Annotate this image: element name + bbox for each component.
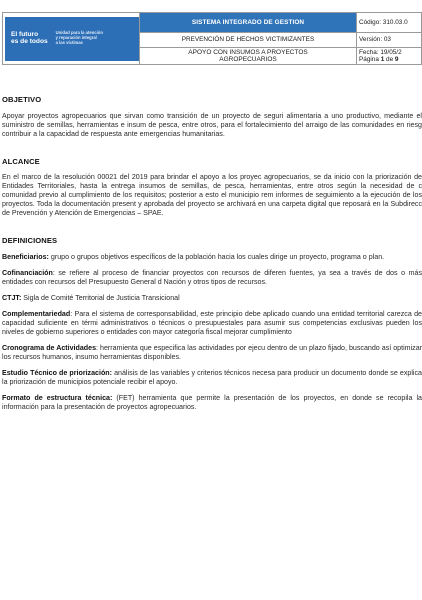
objective-paragraph: Apoyar proyectos agropecuarios que sirvan como transición de un proyecto de seguri alimentaria a uno productivo, mediante el suministro de semillas, herramientas e insum de pesca, entre otros, para el fortalecimiento del arraigo de las comunidades en riesg contribuir a la capacidad de respuesta ante emergencias humanitarias. <box>2 111 422 138</box>
procedure-title: APOYO CON INSUMOS A PROYECTOS AGROPECUARIOS <box>140 48 357 65</box>
definition-text: : se refiere al proceso de financiar proyectos con recursos de diferen fuentes, ya sea a través de dos o más entidades con recursos del Presupuesto General d Nación y otros tipos de recursos. <box>2 268 422 286</box>
definition-item <box>2 310 422 337</box>
unit-logo <box>5 17 139 61</box>
definition-item <box>2 269 422 287</box>
document-page-info <box>359 56 421 63</box>
process-title: PREVENCIÓN DE HECHOS VICTIMIZANTES <box>140 33 357 48</box>
page-separator: de <box>384 56 395 64</box>
logo-cell <box>3 13 140 65</box>
definition-item <box>2 369 422 387</box>
scope-heading: ALCANCE <box>2 156 40 166</box>
definition-text: : herramienta que especifica las actividades por ejecu dentro de un plazo fijado, buscando así optimizar los recursos humanos, insumo herramientas disponibles. <box>2 343 422 361</box>
logo-title: El futuro es de todos <box>11 30 48 45</box>
definition-item <box>2 394 422 412</box>
document-version: Versión: 03 <box>357 33 422 48</box>
definition-term: Beneficiarios: <box>2 252 49 261</box>
definition-text: (FET) herramienta que permite la presentación de los proyectos, en donde se recopila la información para la presentación de proyectos agropecuarios. <box>2 393 422 411</box>
logo-subtitle: Unidad para la atención y reparación integral a las víctimas <box>55 30 103 45</box>
definition-term: Estudio Técnico de priorización: <box>2 368 112 377</box>
definition-term: Formato de estructura técnica: <box>2 393 113 402</box>
definition-item <box>2 294 422 303</box>
definitions-heading: DEFINICIONES <box>2 236 58 246</box>
page-current: 1 <box>380 56 385 64</box>
definition-text: Sigla de Comité Territorial de Justicia Transicional <box>21 293 180 302</box>
definition-text: grupo o grupos objetivos específicos de la población hacia los cuales dirige un proyecto, programa o plan. <box>48 252 385 261</box>
objective-heading: OBJETIVO <box>2 95 42 104</box>
definition-term: CTJT: <box>2 293 22 302</box>
definition-term: Complementariedad <box>2 309 71 318</box>
page-total: 9 <box>394 56 399 64</box>
scope-paragraph: En el marco de la resolución 00021 del 2019 para brindar el apoyo a los proyec agropecuarios, se da inicio con la priorización de Entidades Territoriales, hasta la entrega insumos de semillas, de pesca, herramientas, entre otros según la necesidad de c comunidad previo al cumplimiento de los requisitos; posterior a esto el municipio rem informes de seguimiento a la ejecución de los proyectos. Toda la documentación present y aprobada del proyecto se archivará en una carpeta digital que reposará en la Subdirecc de Prevención y Atención de Emergencias – SPAE. <box>2 173 422 218</box>
definition-term: Cofinanciación <box>2 268 53 277</box>
document-code: Código: 310.03.0 <box>357 13 422 33</box>
definition-term: Cronograma de Actividades <box>2 343 97 352</box>
document-body <box>2 95 422 412</box>
definition-item <box>2 344 422 362</box>
system-title: SISTEMA INTEGRADO DE GESTION <box>140 13 357 33</box>
document-date-page-cell <box>357 48 422 65</box>
page-label: Página <box>359 56 381 64</box>
definition-text: análisis de las variables y criterios técnicos necesa para producir un documento donde se explica la priorización de municipios potenciale recibir el apoyo. <box>2 368 422 386</box>
definition-text: : Para el sistema de corresponsabilidad, este principio debe aplicado cuando una entidad territorial carezca de capacidad suficiente en térmi administrativos o técnicos o presupuestales para asumir sus competencias exclusivas pueden los niveles de gobierno superiores o entidades con mayor categoría fiscal mejorar cumplimiento <box>2 309 422 336</box>
definition-item <box>2 253 422 262</box>
document-header-table <box>2 12 422 65</box>
document-date: Fecha: 19/05/2 <box>359 48 402 56</box>
